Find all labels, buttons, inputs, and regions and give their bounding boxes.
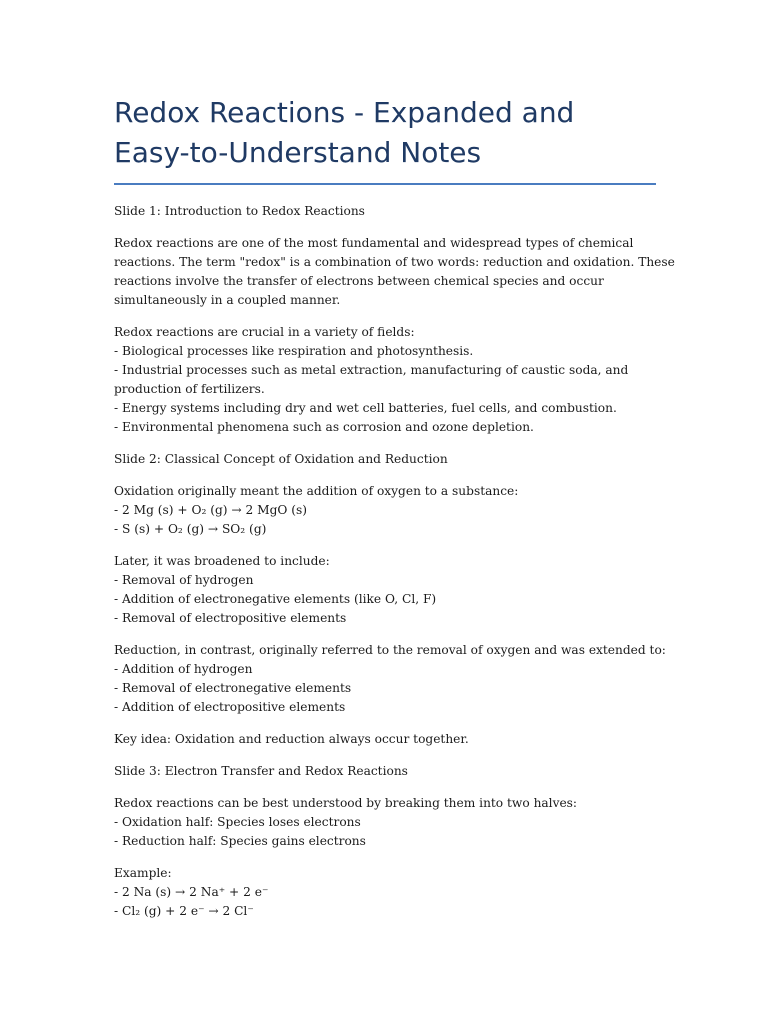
text-line: Reduction, in contrast, originally referred to the removal of oxygen and was extended to: — [114, 643, 666, 657]
text-line: Example: — [114, 866, 172, 880]
paragraph — [114, 450, 656, 469]
text-line: - Oxidation half: Species loses electrons — [114, 815, 361, 829]
text-line: Redox reactions are one of the most fundamental and widespread types of chemical — [114, 236, 634, 250]
title-divider — [114, 183, 656, 185]
text-line: Slide 2: Classical Concept of Oxidation and Reduction — [114, 452, 448, 466]
text-line: - Addition of electropositive elements — [114, 700, 346, 714]
paragraph — [114, 552, 656, 628]
paragraph — [114, 641, 666, 717]
document-page — [114, 93, 675, 934]
paragraph — [114, 323, 656, 437]
text-line: Oxidation originally meant the addition of oxygen to a substance: — [114, 484, 519, 498]
text-line: Redox reactions can be best understood by breaking them into two halves: — [114, 796, 578, 810]
text-line: Slide 1: Introduction to Redox Reactions — [114, 204, 365, 218]
text-line: Later, it was broadened to include: — [114, 554, 330, 568]
text-line: - Removal of electropositive elements — [114, 611, 347, 625]
text-line: Redox reactions are crucial in a variety of fields: — [114, 325, 415, 339]
text-line: - Biological processes like respiration and photosynthesis. — [114, 344, 474, 358]
text-line: - Addition of hydrogen — [114, 662, 253, 676]
text-line: - Energy systems including dry and wet cell batteries, fuel cells, and combustion. — [114, 401, 617, 415]
text-line: - Addition of electronegative elements (like O, Cl, F) — [114, 592, 437, 606]
text-line: - Environmental phenomena such as corrosion and ozone depletion. — [114, 420, 534, 434]
text-line: - S (s) + O₂ (g) → SO₂ (g) — [114, 522, 267, 536]
text-line: reactions involve the transfer of electrons between chemical species and occur — [114, 274, 604, 288]
document-body — [114, 202, 675, 921]
text-line: - Removal of hydrogen — [114, 573, 254, 587]
text-line: - 2 Na (s) → 2 Na⁺ + 2 e⁻ — [114, 885, 269, 899]
text-line: simultaneously in a coupled manner. — [114, 293, 341, 307]
text-line: - Removal of electronegative elements — [114, 681, 352, 695]
document-title: Redox Reactions - Expanded and Easy-to-Understand Notes — [114, 96, 575, 169]
text-line: Key idea: Oxidation and reduction always occur together. — [114, 732, 469, 746]
text-line: Slide 3: Electron Transfer and Redox Reactions — [114, 764, 408, 778]
paragraph — [114, 482, 656, 539]
text-line: - 2 Mg (s) + O₂ (g) → 2 MgO (s) — [114, 503, 308, 517]
text-line: - Reduction half: Species gains electrons — [114, 834, 366, 848]
text-line: - Industrial processes such as metal extraction, manufacturing of caustic soda, and — [114, 363, 629, 377]
text-line: - Cl₂ (g) + 2 e⁻ → 2 Cl⁻ — [114, 904, 254, 918]
paragraph — [114, 730, 656, 749]
paragraph — [114, 762, 656, 781]
text-line: production of fertilizers. — [114, 382, 265, 396]
paragraph — [114, 864, 656, 921]
paragraph — [114, 794, 656, 851]
paragraph — [114, 234, 675, 310]
text-line: reactions. The term "redox" is a combination of two words: reduction and oxidation. These — [114, 255, 675, 269]
paragraph — [114, 202, 656, 221]
